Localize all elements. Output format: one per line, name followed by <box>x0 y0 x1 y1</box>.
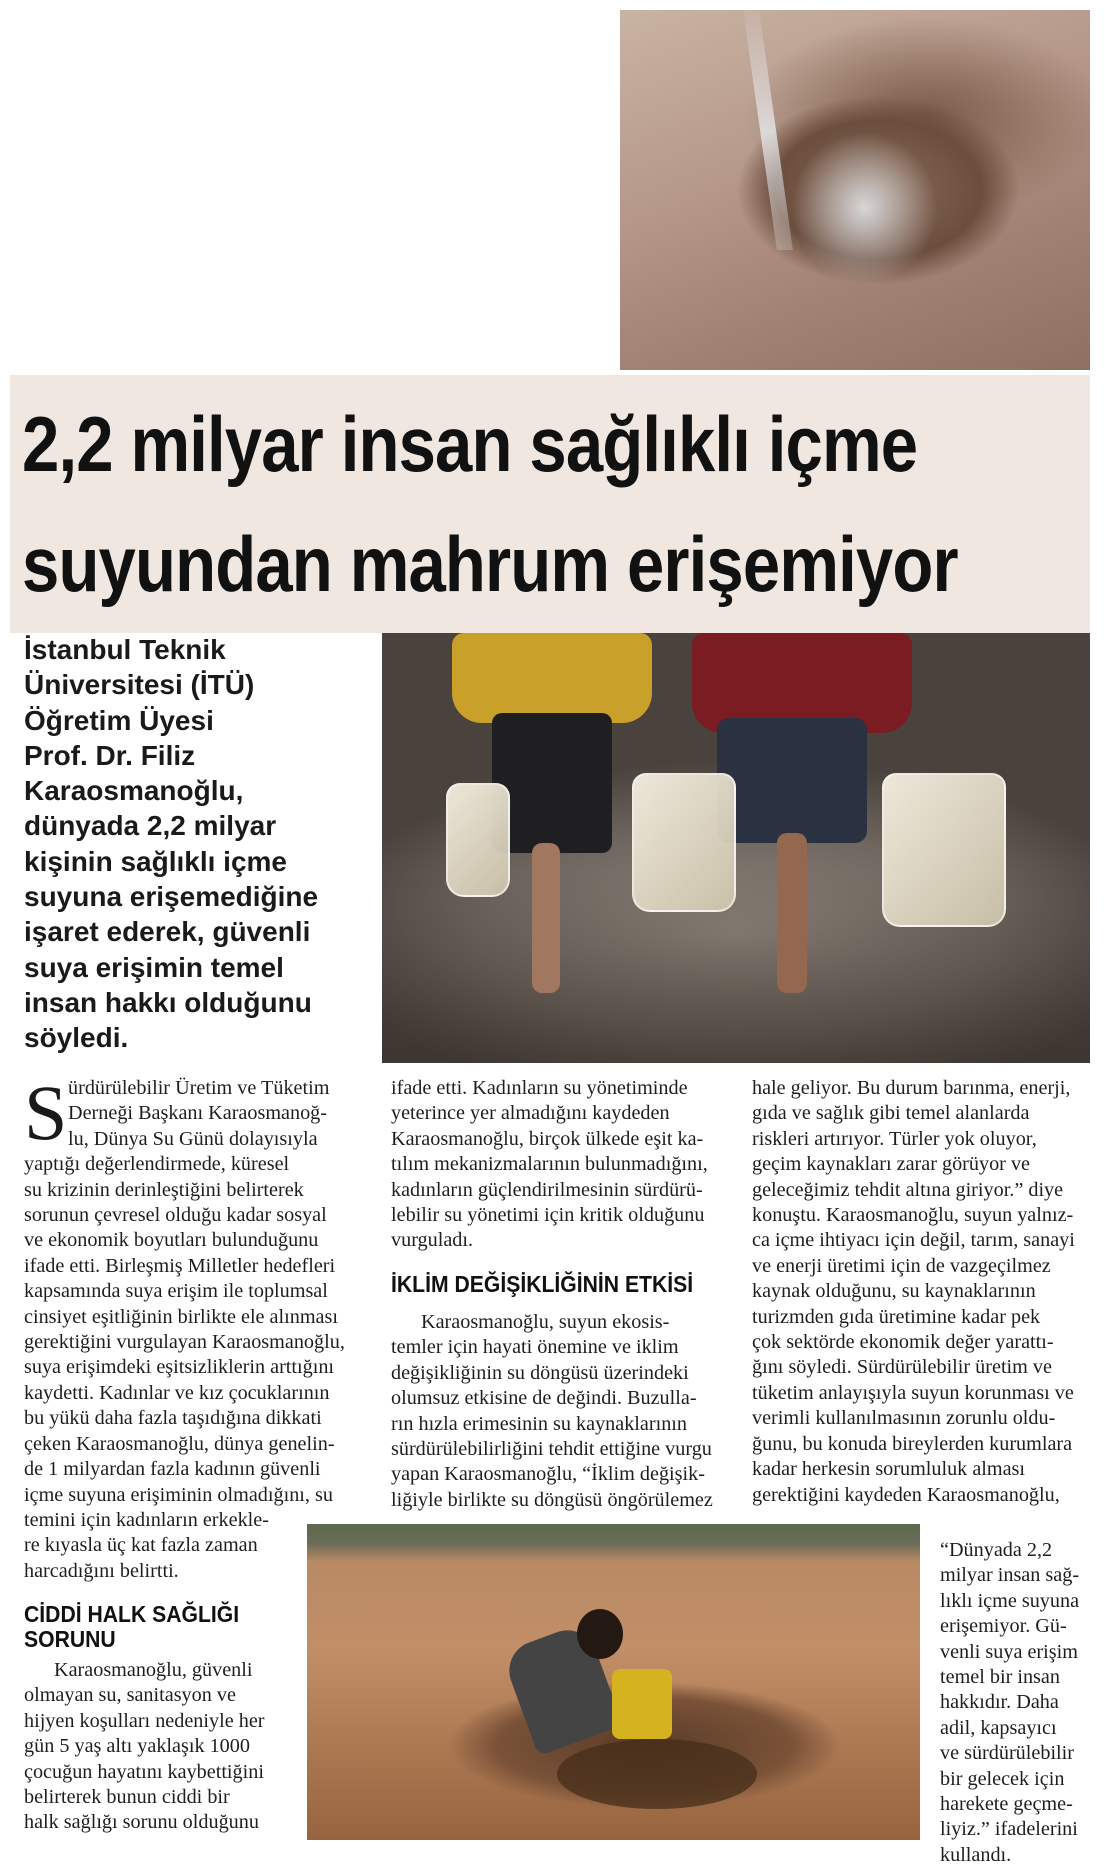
body-line: temler için hayati önemine ve iklim <box>391 1336 679 1359</box>
body-line: liyiz.” ifadelerini <box>940 1818 1078 1841</box>
body-line: erişemiyor. Gü- <box>940 1615 1067 1638</box>
body-line: temel bir insan <box>940 1666 1060 1689</box>
headline-line-2: suyundan mahrum erişemiyor <box>22 520 958 608</box>
body-column-3 <box>752 1076 1092 1508</box>
lead-line: söyledi. <box>24 1022 129 1054</box>
yellow-jerrycan <box>612 1669 672 1739</box>
body-line: sorunun çevresel olduğu kadar sosyal <box>24 1204 327 1227</box>
body-line: kadınların güçlendirilmesinin sürdürü- <box>391 1178 703 1201</box>
water-stream <box>743 10 793 250</box>
body-column-2-continued <box>391 1310 731 1513</box>
body-line: tılım mekanizmalarının bulunmadığını, <box>391 1153 708 1176</box>
child-2-leg <box>777 833 807 993</box>
body-line: geçim kaynakları zarar görüyor ve <box>752 1153 1031 1176</box>
headline-line-1: 2,2 milyar insan sağlıklı içme <box>22 400 918 488</box>
body-line: Karaosmanoğlu, birçok ülkede eşit ka- <box>391 1127 704 1150</box>
body-line: rın hızla erimesinin su kaynaklarının <box>391 1412 688 1435</box>
lead-line: işaret ederek, güvenli <box>24 916 311 948</box>
boy-head <box>577 1609 623 1659</box>
subhead-line: CİDDİ HALK SAĞLIĞI <box>24 1601 240 1627</box>
body-line: hakkıdır. Daha <box>940 1691 1059 1714</box>
body-line: çeken Karaosmanoğlu, dünya genelin- <box>24 1432 335 1455</box>
body-line: çok sektörde ekonomik değer yarattı- <box>752 1331 1054 1354</box>
body-column-1 <box>24 1069 364 1584</box>
subhead-line: SORUNU <box>24 1626 116 1652</box>
body-line: suya erişimdeki eşitsizliklerin arttığını <box>24 1356 335 1379</box>
body-line: vurguladı. <box>391 1229 474 1252</box>
body-line: ca içme ihtiyacı için değil, tarım, sanayi <box>752 1229 1075 1252</box>
body-line: hijyen koşulları nedeniyle her <box>24 1709 265 1732</box>
subhead-climate-change: İKLİM DEĞİŞİKLİĞİNİN ETKİSİ <box>391 1271 694 1297</box>
body-line: Derneği Başkanı Karaosmanoğ- <box>68 1102 327 1125</box>
body-line: turizmden gıda üretimine kadar pek <box>752 1305 1041 1328</box>
body-line: ğını söyledi. Sürdürülebilir üretim ve <box>752 1356 1052 1379</box>
body-line: ifade etti. Birleşmiş Milletler hedefleri <box>24 1254 336 1277</box>
body-line: ve sürdürülebilir <box>940 1742 1074 1765</box>
body-line: “Dünyada 2,2 <box>940 1539 1053 1561</box>
body-line: halk sağlığı sorunu olduğunu <box>24 1811 259 1834</box>
body-line: sürdürülebilirliğini tehdit ettiğine vurgu <box>391 1438 712 1461</box>
body-line: bu yükü daha fazla taşıdığına dikkati <box>24 1407 322 1430</box>
body-line: gıda ve sağlık gibi temel alanlarda <box>752 1102 1030 1125</box>
body-line: geleceğimiz tehdit altına giriyor.” diye <box>752 1178 1064 1201</box>
lead-line: suyuna erişemediğine <box>24 881 319 913</box>
body-line: riskleri artırıyor. Türler yok oluyor, <box>752 1127 1037 1150</box>
lead-line: Prof. Dr. Filiz <box>24 739 196 771</box>
body-column-1-continued <box>24 1658 304 1836</box>
body-line: kullandı. <box>940 1843 1012 1866</box>
body-line: konuştu. Karaosmanoğlu, suyun yalnız- <box>752 1204 1074 1227</box>
body-line: Karaosmanoğlu, güvenli <box>54 1659 253 1681</box>
child-1-leg <box>532 843 560 993</box>
body-line: lu, Dünya Su Günü dolayısıyla <box>68 1127 318 1150</box>
body-line: lebilir su yönetimi için kritik olduğunu <box>391 1204 705 1227</box>
body-line: ürdürülebilir Üretim ve Tüketim <box>68 1077 330 1099</box>
body-line: çocuğun hayatını kaybettiğini <box>24 1760 264 1783</box>
photo-hands-water <box>620 10 1090 370</box>
body-line: bir gelecek için <box>940 1767 1065 1790</box>
body-line: milyar insan sağ- <box>940 1564 1080 1587</box>
drop-cap: S <box>24 1069 68 1156</box>
lead-line: kişinin sağlıklı içme <box>24 845 288 877</box>
lead-line: İstanbul Teknik <box>24 634 226 665</box>
subhead-public-health <box>24 1602 239 1652</box>
body-line: ve ekonomik boyutları bulunduğunu <box>24 1229 319 1252</box>
body-line: cinsiyet eşitliğinin birlikte ele alınması <box>24 1305 338 1328</box>
body-line: verimli kullanılmasının zorunlu oldu- <box>752 1407 1056 1430</box>
water-jug <box>882 773 1006 927</box>
body-line: harekete geçme- <box>940 1793 1073 1816</box>
body-line: kadar herkesin sorumluluk alması <box>752 1458 1026 1481</box>
body-line: değişikliğinin su döngüsü üzerindeki <box>391 1361 689 1384</box>
photo-boy-drawing-water <box>307 1524 920 1840</box>
body-line: gerektiğini vurgulayan Karaosmanoğlu, <box>24 1331 345 1354</box>
body-line: lıklı içme suyuna <box>940 1589 1080 1612</box>
body-line: ifade etti. Kadınların su yönetiminde <box>391 1077 688 1099</box>
water-jug <box>446 783 510 897</box>
body-line: olmayan su, sanitasyon ve <box>24 1684 236 1707</box>
body-line: yapan Karaosmanoğlu, “İklim değişik- <box>391 1463 705 1486</box>
body-line: harcadığını belirtti. <box>24 1559 179 1582</box>
body-line: Karaosmanoğlu, suyun ekosis- <box>421 1311 670 1333</box>
body-line: kaynak olduğunu, su kaynaklarının <box>752 1280 1036 1303</box>
body-line: kapsamında suya erişim ile toplumsal <box>24 1280 328 1303</box>
body-line: de 1 milyardan fazla kadının güvenli <box>24 1458 321 1481</box>
water-puddle <box>557 1739 757 1809</box>
lead-line: insan hakkı olduğunu <box>24 986 312 1018</box>
body-line: ve enerji üretimi için de vazgeçilmez <box>752 1254 1051 1277</box>
body-column-4 <box>940 1538 1090 1868</box>
body-line: olumsuz etkisine de değindi. Buzulla- <box>391 1387 697 1410</box>
body-line: içme suyuna erişiminin olmadığını, su <box>24 1483 333 1506</box>
body-line: venli suya erişim <box>940 1640 1078 1663</box>
lead-line: dünyada 2,2 milyar <box>24 810 277 842</box>
body-line: adil, kapsayıcı <box>940 1716 1057 1739</box>
child-1-shorts <box>492 713 612 853</box>
body-line: ğunu, bu konuda bireylerden kurumlara <box>752 1432 1073 1455</box>
body-line: kaydetti. Kadınlar ve kız çocuklarının <box>24 1381 330 1404</box>
body-line: gerektiğini kaydeden Karaosmanoğlu, <box>752 1483 1060 1506</box>
body-line: liğiyle birlikte su döngüsü öngörülemez <box>391 1488 713 1511</box>
lead-paragraph <box>24 632 376 1056</box>
body-line: temini için kadınların erkekle- <box>24 1508 269 1531</box>
body-line: hale geliyor. Bu durum barınma, enerji, <box>752 1077 1071 1099</box>
lead-line: suya erişimin temel <box>24 951 284 983</box>
lead-line: Öğretim Üyesi <box>24 704 214 736</box>
child-1 <box>452 633 652 723</box>
water-jug <box>632 773 736 912</box>
photo-children-carrying-water <box>382 633 1090 1063</box>
body-line: gün 5 yaş altı yaklaşık 1000 <box>24 1735 250 1758</box>
lead-line: Üniversitesi (İTÜ) <box>24 669 255 701</box>
body-line: tüketim anlayışıyla suyun korunması ve <box>752 1381 1074 1404</box>
body-line: yaptığı değerlendirmede, küresel <box>24 1153 290 1176</box>
lead-line: Karaosmanoğlu, <box>24 775 244 807</box>
body-line: su krizinin derinleştiğini belirterek <box>24 1178 304 1201</box>
child-2-shorts <box>717 718 867 843</box>
body-line: belirterek bunun ciddi bir <box>24 1786 230 1809</box>
body-column-2 <box>391 1076 731 1254</box>
body-line: re kıyasla üç kat fazla zaman <box>24 1534 258 1557</box>
body-line: yeterince yer almadığını kaydeden <box>391 1102 670 1125</box>
